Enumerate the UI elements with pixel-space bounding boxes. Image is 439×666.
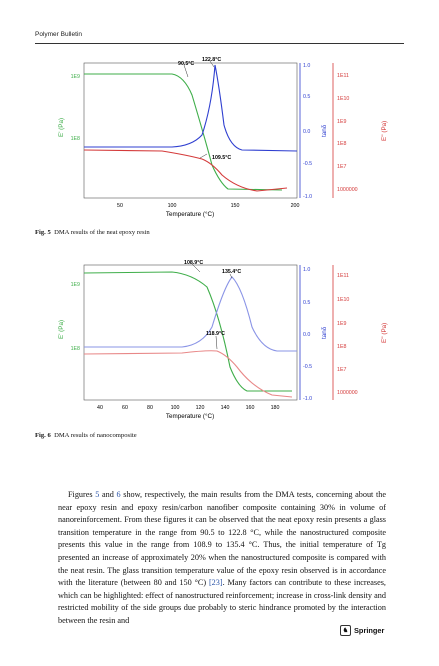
annotation-leader (216, 336, 217, 349)
tan-tick: -1.0 (303, 396, 313, 402)
epp-tick: 1E11 (337, 73, 349, 79)
publisher-logo (340, 625, 384, 636)
x-tick: 60 (122, 405, 128, 411)
x-axis-label: Temperature (°C) (165, 413, 215, 420)
epp-tick: 1E8 (337, 141, 347, 147)
plot-frame (84, 265, 297, 400)
tan-tick: -0.5 (303, 161, 313, 167)
x-tick: 100 (167, 203, 177, 209)
tan-axis-label: tanδ (321, 326, 328, 339)
figure-6 (52, 257, 392, 422)
caption-label: Fig. 6 (35, 432, 51, 439)
plot-frame (84, 63, 297, 198)
tan-delta-line (84, 277, 297, 351)
header-rule (35, 43, 404, 44)
annotation-label: 122.8°C (202, 57, 222, 63)
annotation-label: 108.9°C (184, 260, 204, 266)
epp-tick: 1000000 (337, 187, 358, 193)
epp-tick: 1E11 (337, 273, 349, 279)
figure-5-chart (52, 55, 392, 220)
figure-link[interactable]: 5 (95, 490, 100, 499)
citation-link[interactable]: [23] (208, 578, 223, 588)
page-header: Polymer Bulletin (35, 31, 82, 38)
tan-tick: -1.0 (303, 194, 313, 200)
figure-6-caption (35, 432, 404, 439)
caption-text: DMA results of nanocomposite (54, 432, 137, 439)
epp-axis-label: E'' (Pa) (381, 120, 388, 141)
caption-text: DMA results of the neat epoxy resin (54, 229, 150, 236)
x-tick: 140 (220, 405, 230, 411)
x-axis-label: Temperature (°C) (165, 211, 215, 218)
left-tick: 1E9 (70, 74, 80, 80)
annotation-leader (200, 154, 207, 158)
epp-axis-label: E'' (Pa) (381, 322, 388, 343)
annotation-label: 90.5°C (178, 61, 195, 67)
x-tick: 200 (290, 203, 300, 209)
tan-tick: 1.0 (303, 267, 311, 273)
figure-5 (52, 55, 392, 220)
tan-axis-label: tanδ (321, 124, 328, 137)
x-tick: 120 (195, 405, 205, 411)
body-text: show, respectively, the main results from the DMA tests, concerning about the near epoxy resin and epoxy resin/carbon nanofiber composite containing 30% in volume of nanoreinforcement. From these figures it can be observed that the neat epoxy resin presents a glass transition temperature in the range from 90.5 to 122.8 °C, while the nanostructured composite presents this value in the range from 108.9 to 135.4 °C. Thus, the initial temperature of Tg presented an increase of approximately 20% when the nanostructured composite is compared with the neat resin. The glass transition temperature value of the epoxy resin observed is in accordance with the literature (between 80 and 150 °C) (58, 490, 387, 588)
epp-tick: 1E8 (337, 344, 347, 350)
left-tick: 1E8 (70, 346, 80, 352)
annotation-label: 135.4°C (222, 269, 242, 275)
epp-tick: 1000000 (337, 390, 358, 396)
figure-5-caption (35, 229, 404, 236)
epp-tick: 1E10 (337, 96, 350, 102)
body-paragraph (58, 489, 386, 628)
body-text: . Many factors can contribute to these increases, which can be highlighted: effect of nanostructured reinforcement; increase in cross-link density and restricted mobility of the side groups due probably to steric hindrance promoted by the interaction between the resin and (58, 578, 386, 625)
tan-delta-line (84, 65, 297, 151)
storage-modulus-line (84, 272, 292, 391)
annotation-label: 118.9°C (206, 331, 225, 337)
loss-modulus-line (84, 351, 292, 397)
springer-horse-icon: ♞ (340, 625, 351, 636)
x-tick: 160 (245, 405, 255, 411)
tan-tick: 0.0 (303, 129, 311, 135)
caption-label: Fig. 5 (35, 229, 51, 236)
publisher-name: Springer (354, 626, 385, 635)
tan-tick: -0.5 (303, 364, 313, 370)
body-text: and (99, 490, 117, 499)
x-tick: 50 (117, 203, 123, 209)
epp-tick: 1E9 (337, 119, 347, 125)
left-tick: 1E8 (70, 136, 80, 142)
left-tick: 1E9 (70, 282, 80, 288)
figure-6-chart (52, 257, 392, 422)
epp-tick: 1E7 (337, 164, 347, 170)
epp-tick: 1E10 (337, 297, 350, 303)
epp-tick: 1E9 (337, 321, 347, 327)
left-axis-label: E' (Pa) (58, 117, 65, 137)
left-axis-label: E' (Pa) (58, 319, 65, 339)
x-tick: 80 (147, 405, 153, 411)
x-tick: 100 (170, 405, 180, 411)
tan-tick: 0.5 (303, 300, 311, 306)
tan-tick: 0.5 (303, 94, 311, 100)
loss-modulus-line (84, 150, 287, 191)
annotation-label: 109.5°C (212, 155, 232, 161)
body-text: Figures (68, 490, 96, 499)
epp-tick: 1E7 (337, 367, 347, 373)
figure-link[interactable]: 6 (116, 490, 121, 499)
x-tick: 40 (97, 405, 103, 411)
tan-tick: 0.0 (303, 332, 311, 338)
tan-tick: 1.0 (303, 63, 311, 69)
x-tick: 180 (270, 405, 280, 411)
storage-modulus-line (84, 74, 282, 190)
x-tick: 150 (230, 203, 240, 209)
